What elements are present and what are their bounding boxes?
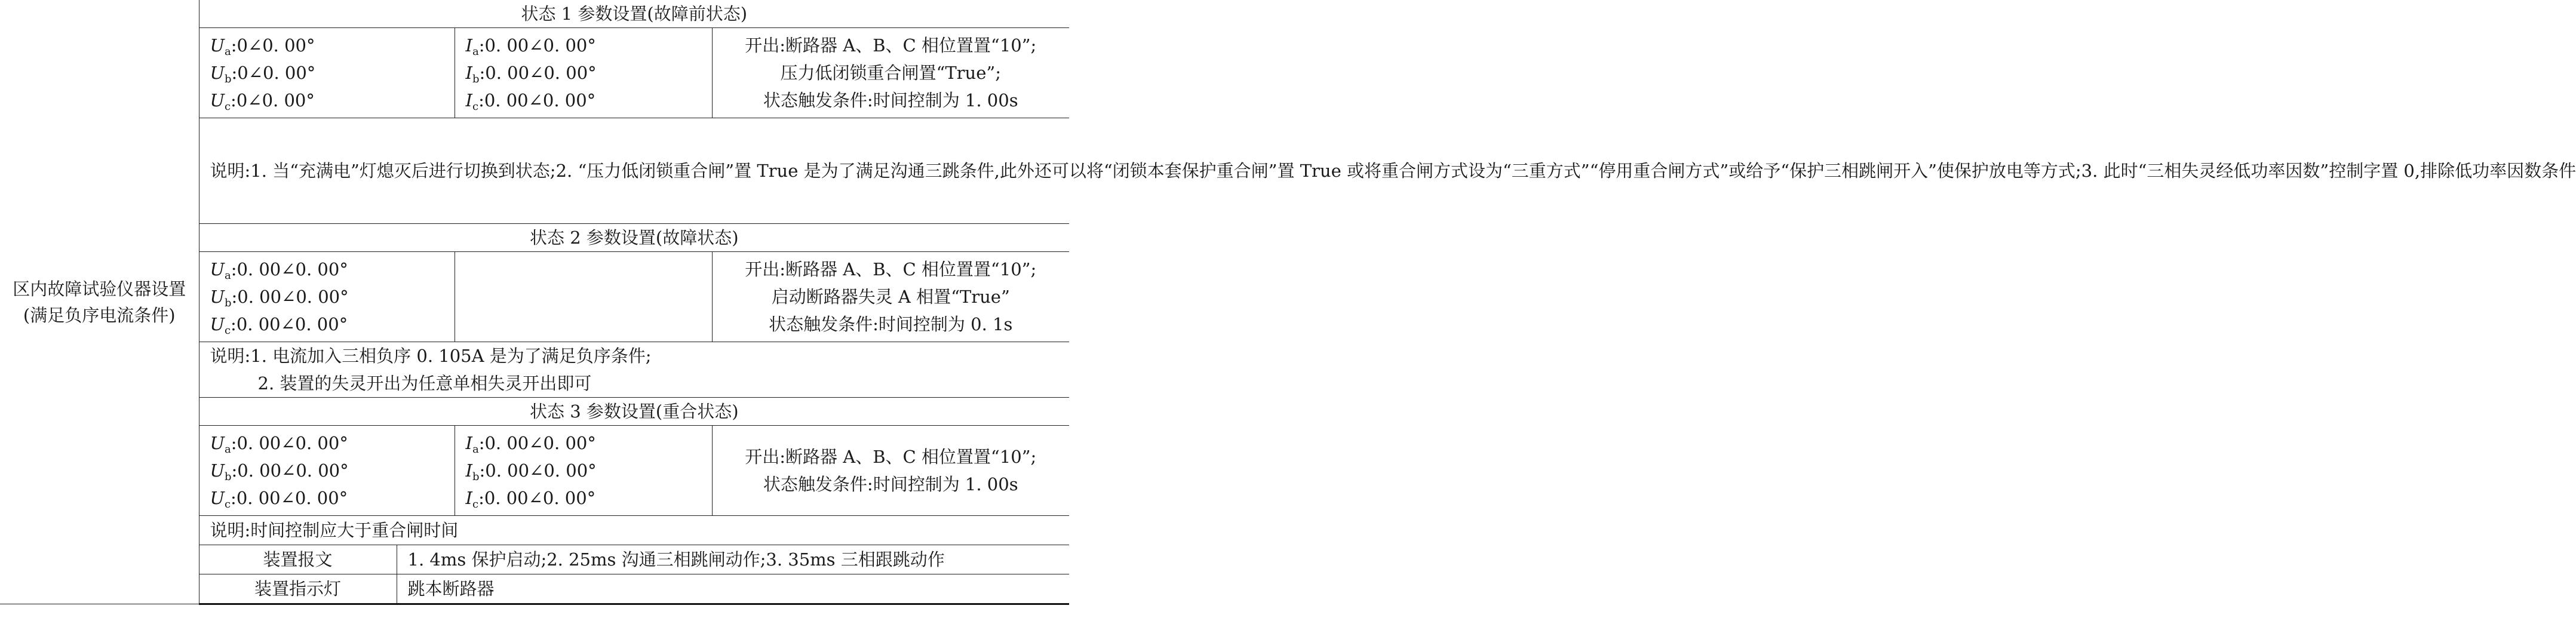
state3-voltage-b: $U_b:0$. 00∠0. 00° [210,460,349,483]
state1-output-3: 状态触发条件:时间控制为 1. 00s [763,90,1018,110]
state1-current-b: $I_b:0$. 00∠0. 00° [465,63,597,85]
state2-output-2: 启动断路器失灵 A 相置“True” [771,287,1010,307]
state3-voltage-c: $U_c:0$. 00∠0. 00° [210,488,348,511]
state2-output-3: 状态触发条件:时间控制为 0. 1s [769,314,1013,334]
state3-output-1: 开出:断路器 A、B、C 相位置置“10”; [745,447,1037,467]
state3-currents [455,426,712,516]
state3-voltage-a: $U_a:0$. 00∠0. 00° [210,433,348,456]
state2-currents-empty [455,252,712,342]
side-label-line1: 区内故障试验仪器设置 [13,278,186,299]
state2-voltage-b: $U_b:0$. 00∠0. 00° [210,287,349,309]
state1-currents [455,28,712,118]
side-label-line2: (满足负序电流条件) [23,305,176,325]
state1-voltage-c: $U_c:0\angle 0$. 00° [210,90,315,113]
state3-voltages [199,426,455,516]
state1-title-row [0,0,1069,28]
state1-title: 状态 1 参数设置(故障前状态) [199,0,1069,28]
state2-voltage-a: $U_a:0$. 00∠0. 00° [210,259,348,282]
state1-output-2: 压力低闭锁重合闸置“True”; [780,63,1001,83]
state1-note: 说明:1. 当“充满电”灯熄灭后进行切换到状态;2. “压力低闭锁重合闸”置 True 是为了满足沟通三跳条件,此外还可以将“闭锁本套保护重合闸”置 True 或将重合闸方式设为“三重方式”“停用重合闸方式”或给予“保护三相跳闸开入”使保护放电等方式;3. 此时“三相失灵经低功率因数”控制字置 0,排除低功率因数条件 [199,118,1069,224]
state2-outputs [712,252,1069,342]
report-value: 1. 4ms 保护启动;2. 25ms 沟通三相跳闸动作;3. 35ms 三相跟跳动作 [397,545,1069,574]
state3-output-2: 状态触发条件:时间控制为 1. 00s [763,474,1018,494]
state3-note: 说明:时间控制应大于重合闸时间 [199,516,1069,545]
state2-note-line2: 2. 装置的失灵开出为任意单相失灵开出即可 [257,373,592,394]
state1-output-1: 开出:断路器 A、B、C 相位置置“10”; [745,35,1037,56]
state2-voltages [199,252,455,342]
report-label: 装置报文 [199,545,397,574]
state2-title: 状态 2 参数设置(故障状态) [199,224,1069,252]
state3-current-c: $I_c:0$. 00∠0. 00° [465,488,596,511]
state1-outputs [712,28,1069,118]
state3-title: 状态 3 参数设置(重合状态) [199,398,1069,426]
indicator-value: 跳本断路器 [397,574,1069,604]
state2-voltage-c: $U_c:0$. 00∠0. 00° [210,314,348,337]
state1-voltage-a: $U_a:0\angle 0$. 00° [210,35,315,58]
state1-current-c: $I_c:0$. 00∠0. 00° [465,90,596,113]
state1-voltage-b: $U_b:0\angle 0$. 00° [210,63,316,85]
state2-note-line1: 说明:1. 电流加入三相负序 0. 105A 是为了满足负序条件; [210,346,652,366]
state3-outputs [712,426,1069,516]
state1-current-a: $I_a:0$. 00∠0. 00° [465,35,596,58]
state2-output-1: 开出:断路器 A、B、C 相位置置“10”; [745,259,1037,279]
state1-voltages [199,28,455,118]
state2-note [199,342,1069,398]
side-label-cell [0,0,199,604]
indicator-label: 装置指示灯 [199,574,397,604]
state3-current-b: $I_b:0$. 00∠0. 00° [465,460,597,483]
state3-current-a: $I_a:0$. 00∠0. 00° [465,433,596,456]
